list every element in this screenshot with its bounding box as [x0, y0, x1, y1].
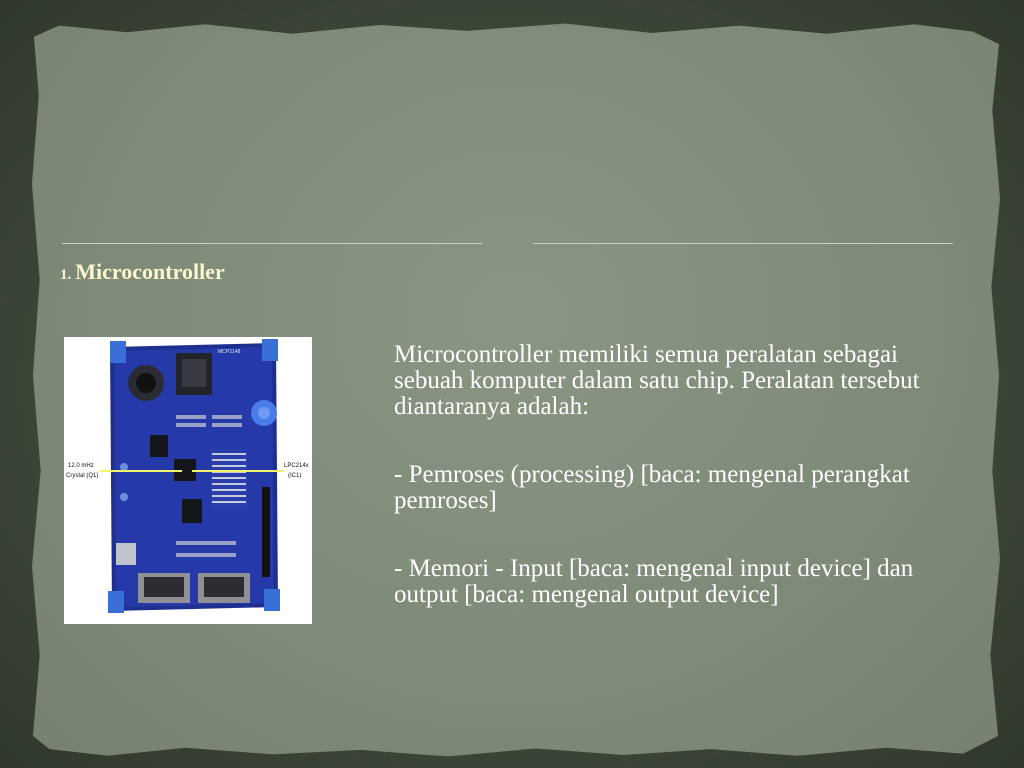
svg-text:Crystal (Q1): Crystal (Q1) [66, 473, 99, 479]
divider-left [62, 243, 482, 244]
svg-text:MCP2148: MCP2148 [218, 349, 241, 355]
heading-text: Microcontroller [75, 259, 225, 284]
svg-text:LPC214x: LPC214x [284, 463, 309, 469]
svg-text:12.0 mHz: 12.0 mHz [68, 463, 94, 469]
svg-text:(IC1): (IC1) [288, 473, 302, 479]
slide-body [394, 342, 954, 650]
paragraph-processing: - Pemroses (processing) [baca: mengenal perangkat pemroses] [394, 461, 910, 514]
slide-heading [60, 259, 225, 285]
heading-number: 1. [60, 267, 72, 283]
paragraph-memory-io: - Memori - Input [baca: mengenal input device] dan output [baca: mengenal output device] [394, 555, 914, 608]
microcontroller-board-image [64, 337, 312, 624]
paragraph-intro: Microcontroller memiliki semua peralatan sebagai sebuah komputer dalam satu chip. Peralatan tersebut diantaranya adalah: [394, 341, 920, 420]
divider-right [533, 243, 953, 244]
